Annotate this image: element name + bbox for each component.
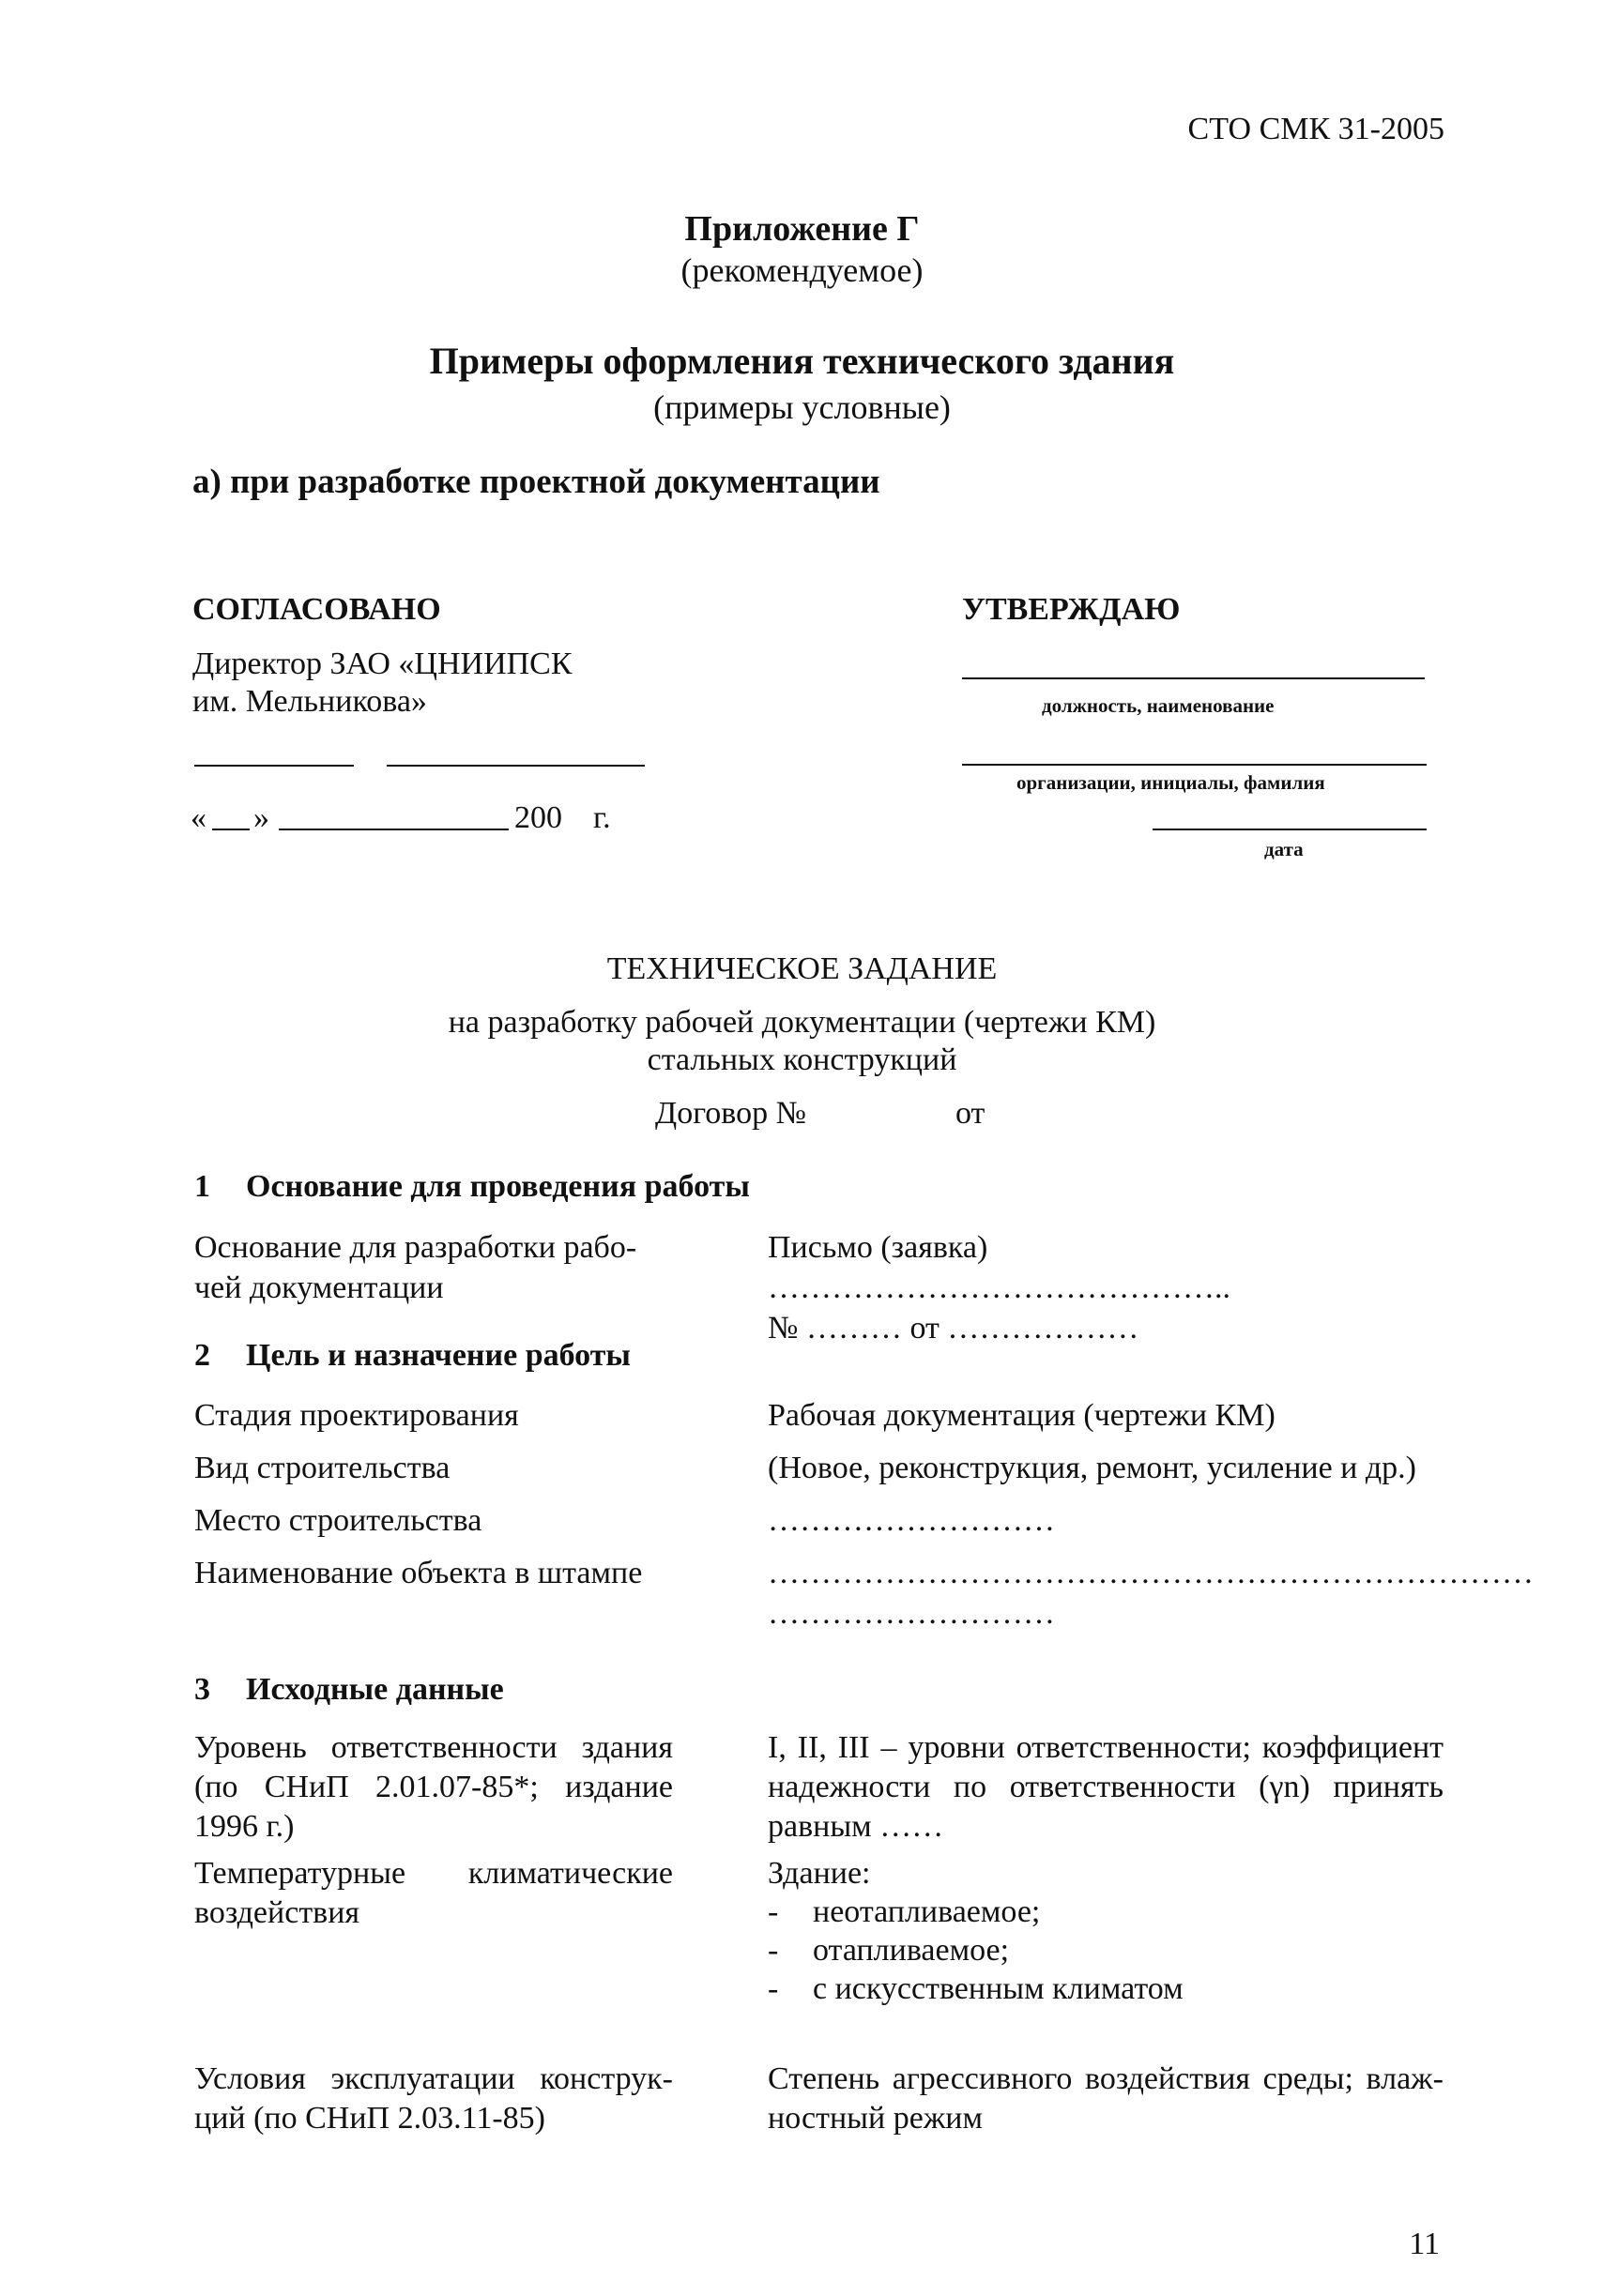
list-item: - неотапливаемое; — [768, 1894, 1041, 1929]
examples-subtitle: (примеры условные) — [653, 388, 951, 426]
spec-line2: стальных конструкций — [647, 1042, 957, 1077]
section-1-row-basis-value: Письмо (заявка) …………………………………….. № ……… от ……………… — [768, 1230, 1230, 1346]
examples-title: Примеры оформления технического здания — [429, 340, 1175, 382]
list-item: - отапливаемое; — [768, 1933, 1010, 1968]
page-number: 11 — [1409, 2227, 1440, 2261]
section-1-row-basis-label: Основание для разработки рабо- чей документации — [194, 1230, 637, 1305]
section-3-title: Исходные данные — [246, 1672, 504, 1707]
agreed-line1: Директор ЗАО «ЦНИИПСК — [192, 646, 573, 681]
year-suffix: г. — [593, 800, 611, 835]
section-1-number: 1 — [194, 1169, 210, 1204]
section-3-temperature-label: Температурные климатические воздействия — [194, 1856, 673, 1930]
section-2-type-value: (Новое, реконструкция, ремонт, усиление и др.) — [768, 1451, 1416, 1485]
section-3-conditions-value: Степень агрессивного воздействия среды; влаж- ностный режим — [768, 2061, 1444, 2136]
section-2-type-label: Вид строительства — [194, 1451, 451, 1485]
agreed-label: СОГЛАСОВАНО — [192, 592, 441, 627]
caption-date: дата — [1264, 838, 1304, 860]
document-code: СТО СМК 31-2005 — [1187, 112, 1444, 146]
contract-from: от — [955, 1096, 985, 1131]
month-blank — [279, 829, 509, 830]
spec-title: ТЕХНИЧЕСКОЕ ЗАДАНИЕ — [606, 951, 998, 986]
list-item: - с искусственным климатом — [768, 1971, 1184, 2006]
caption-position: должность, наименование — [1042, 694, 1275, 717]
signature-line — [194, 765, 354, 767]
section-2-title: Цель и назначение работы — [246, 1338, 631, 1373]
section-2-object-label: Наименование объекта в штампе — [194, 1556, 643, 1590]
section-3-conditions-label: Условия эксплуатации конструк- ций (по СНиП 2.03.11-85) — [194, 2061, 673, 2136]
appendix-title: Приложение Г — [684, 209, 920, 249]
section-2-place-label: Место строительства — [194, 1503, 482, 1538]
section-2-place-value: ……………………… — [768, 1503, 1055, 1538]
year-prefix: 200 — [514, 800, 562, 835]
appendix-subtitle: (рекомендуемое) — [680, 251, 924, 289]
section-2-stage-label: Стадия проектирования — [194, 1398, 519, 1433]
date-line — [1153, 829, 1427, 830]
section-2-number: 2 — [194, 1338, 210, 1373]
section-3-responsibility-label: Уровень ответственности здания (по СНиП 2.01.07-85*; издание 1996 г.) — [194, 1730, 673, 1844]
section-2-object-value: ……………………………………………………………… ……………………… — [768, 1556, 1534, 1631]
section-3-responsibility-value: I, II, III – уровни ответственности; коэффициент надежности по ответственности (γn) принять равным …… — [768, 1730, 1444, 1844]
spec-line1: на разработку рабочей документации (чертежи КМ) — [448, 1005, 1156, 1040]
contract-label: Договор № — [655, 1096, 807, 1131]
caption-organization: организации, инициалы, фамилия — [1016, 771, 1325, 794]
date-close-quote: » — [253, 800, 269, 835]
section-2-stage-value: Рабочая документация (чертежи КМ) — [768, 1398, 1276, 1433]
name-line — [387, 765, 645, 767]
section-a-title: а) при разработке проектной документации — [192, 463, 880, 501]
organization-line — [962, 764, 1427, 766]
section-3-temperature-value: Здание: - неотапливаемое; - отапливаемое; - с искусственным климатом — [768, 1854, 1444, 2008]
section-1-title: Основание для проведения работы — [246, 1169, 750, 1204]
date-open-quote: « — [191, 800, 206, 835]
position-line — [962, 677, 1425, 679]
day-blank — [212, 829, 250, 830]
agreed-line2: им. Мельникова» — [192, 684, 427, 719]
section-3-number: 3 — [194, 1672, 210, 1707]
approve-label: УТВЕРЖДАЮ — [962, 592, 1181, 627]
